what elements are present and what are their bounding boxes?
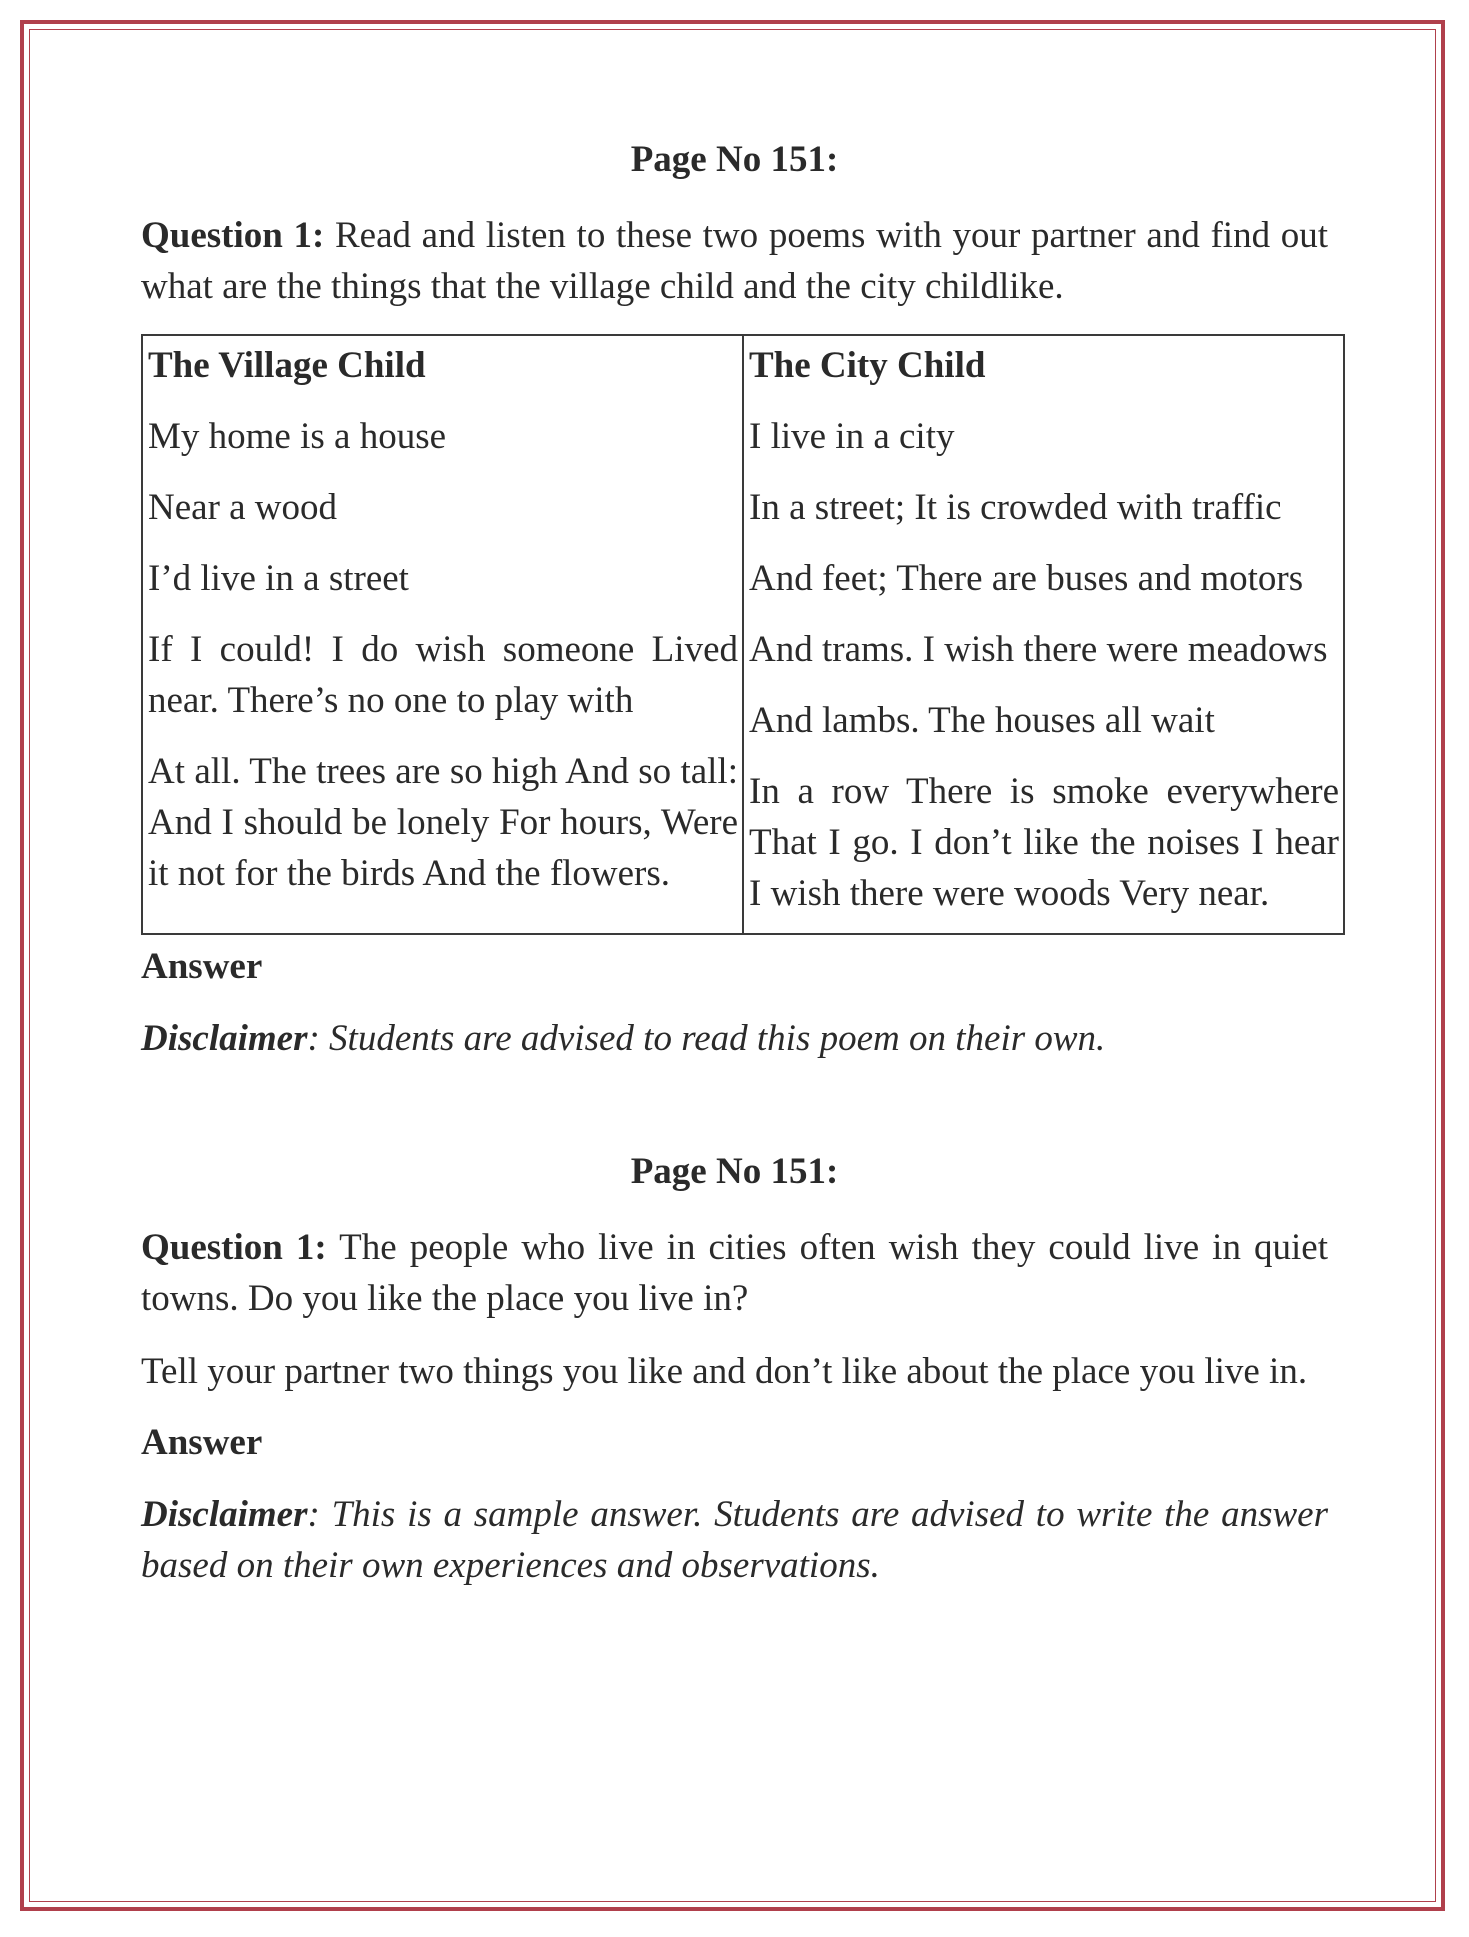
- city-line-6: In a row There is smoke everywhere That I go. I don’t like the noises I hear I wish there were woods Very near.: [749, 771, 1339, 914]
- section1-answer-label: Answer: [141, 946, 263, 987]
- section2-heading: Page No 151:: [630, 1151, 839, 1192]
- village-child-header: The Village Child: [148, 345, 426, 386]
- city-child-column: [743, 335, 1344, 934]
- city-line-5: And lambs. The houses all wait: [749, 700, 1215, 741]
- poem-table: [141, 334, 1345, 935]
- village-child-column: [142, 335, 743, 934]
- section1-heading: Page No 151:: [630, 139, 839, 180]
- city-line-3: And feet; There are buses and motors: [749, 558, 1304, 599]
- section1-question: [141, 210, 1328, 312]
- section2-disclaimer-text: : This is a sample answer. Students are advised to write the answer based on their own experiences and observations.: [141, 1494, 1328, 1586]
- city-child-header: The City Child: [749, 345, 986, 386]
- section1-disclaimer: [141, 1013, 1328, 1064]
- section2-disclaimer-label: Disclaimer: [141, 1494, 308, 1535]
- city-line-4: And trams. I wish there were meadows: [749, 629, 1328, 670]
- village-line-1: My home is a house: [148, 416, 447, 457]
- village-line-5: At all. The trees are so high And so tall: And I should be lonely For hours, Were it not for the birds And the flowers.: [148, 751, 738, 894]
- village-line-4: If I could! I do wish someone Lived near. There’s no one to play with: [148, 629, 738, 721]
- section2-disclaimer: [141, 1489, 1328, 1591]
- section1-question-text: Read and listen to these two poems with your partner and find out what are the things that the village child and the city childlike.: [141, 215, 1328, 307]
- city-line-2: In a street; It is crowded with traffic: [749, 487, 1282, 528]
- village-line-2: Near a wood: [148, 487, 338, 528]
- village-line-3: I’d live in a street: [148, 558, 409, 599]
- section2-question-label: Question 1:: [141, 1227, 327, 1268]
- section2-question: [141, 1222, 1328, 1324]
- section2-followup: Tell your partner two things you like and don’t like about the place you live in.: [141, 1351, 1308, 1392]
- section1-disclaimer-text: : Students are advised to read this poem on their own.: [307, 1018, 1106, 1059]
- section2-question-text: The people who live in cities often wish they could live in quiet towns. Do you like the place you live in?: [141, 1227, 1328, 1319]
- section1-question-label: Question 1:: [141, 215, 325, 256]
- section1-disclaimer-label: Disclaimer: [141, 1018, 308, 1059]
- page-content: [141, 136, 1339, 1591]
- city-line-1: I live in a city: [749, 416, 955, 457]
- section2-answer-label: Answer: [141, 1422, 263, 1463]
